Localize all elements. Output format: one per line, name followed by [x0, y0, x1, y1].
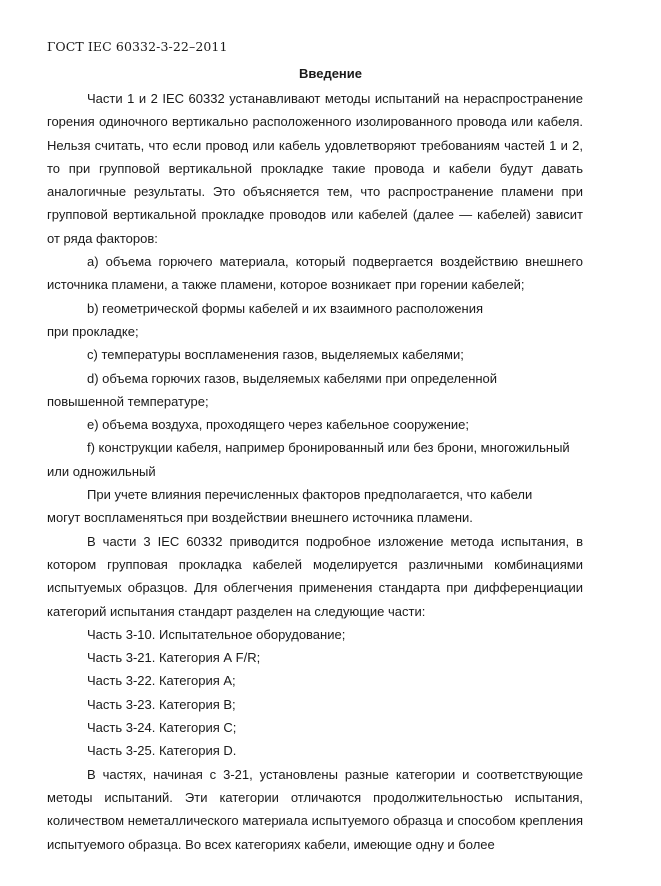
part-list-item: Часть 3-25. Категория D. — [87, 743, 237, 759]
section-title: Введение — [299, 66, 362, 81]
list-item-d: d) объема горючих газов, выделяемых кабелями при определенной повышенной температуре; — [47, 370, 498, 409]
list-item-c: c) температуры воспламенения газов, выделяемых кабелями; — [87, 347, 464, 363]
part-list-item: Часть 3-24. Категория С; — [87, 720, 237, 736]
paragraph-categories: В частях, начиная с 3-21, установлены разные категории и соответствующие методы испытаний. Эти категории отличаются продолжительностью испытания, количеством неметаллического материала испытуемого образца и способом крепления испытуемого образца. Во всех категориях кабели, имеющие одну и более — [47, 766, 583, 852]
part-list-item: Часть 3-23. Категория В; — [87, 696, 236, 712]
paragraph-intro: Части 1 и 2 IEC 60332 устанавливают методы испытаний на нераспространение горения одиночного вертикально расположенного изолированного провода или кабеля. Нельзя считать, что если провод или кабель удовлетворяют требованиям частей 1 и 2, то при групповой вертикальной прокладке такие провода и кабели будут давать аналогичные результаты. Это объясняется тем, что распространение пламени при групповой вертикальной прокладке проводов или кабелей (далее — кабелей) зависит от ряда факторов: — [47, 91, 583, 246]
paragraph-part3: В части 3 IEC 60332 приводится подробное изложение метода испытания, в котором групповая прокладка кабелей моделируется различными комбинациями испытуемых образцов. Для облегчения применения стандарта при дифференциации категорий испытания стандарт разделен на следующие части: — [47, 533, 583, 619]
part-list-item: Часть 3-22. Категория А; — [87, 673, 236, 689]
body-text — [47, 87, 583, 856]
paragraph-factors: При учете влияния перечисленных факторов предполагается, что кабели могут воспламеняться при воздействии внешнего источника пламени. — [47, 487, 533, 526]
part-list-item: Часть 3-21. Категория А F/R; — [87, 650, 261, 666]
list-item-f: f) конструкции кабеля, например бронированный или без брони, многожильный или одножильный — [47, 440, 570, 479]
standard-header: ГОСТ IEC 60332-3-22–2011 — [47, 39, 228, 54]
list-item-a: a) объема горючего материала, который подвергается воздействию внешнего источника пламени, а также пламени, которое возникает при горении кабелей; — [47, 254, 583, 293]
list-item-b: b) геометрической формы кабелей и их взаимного расположения при прокладке; — [47, 300, 484, 339]
part-list-item: Часть 3-10. Испытательное оборудование; — [87, 626, 346, 642]
list-item-e: e) объема воздуха, проходящего через кабельное сооружение; — [87, 417, 470, 433]
